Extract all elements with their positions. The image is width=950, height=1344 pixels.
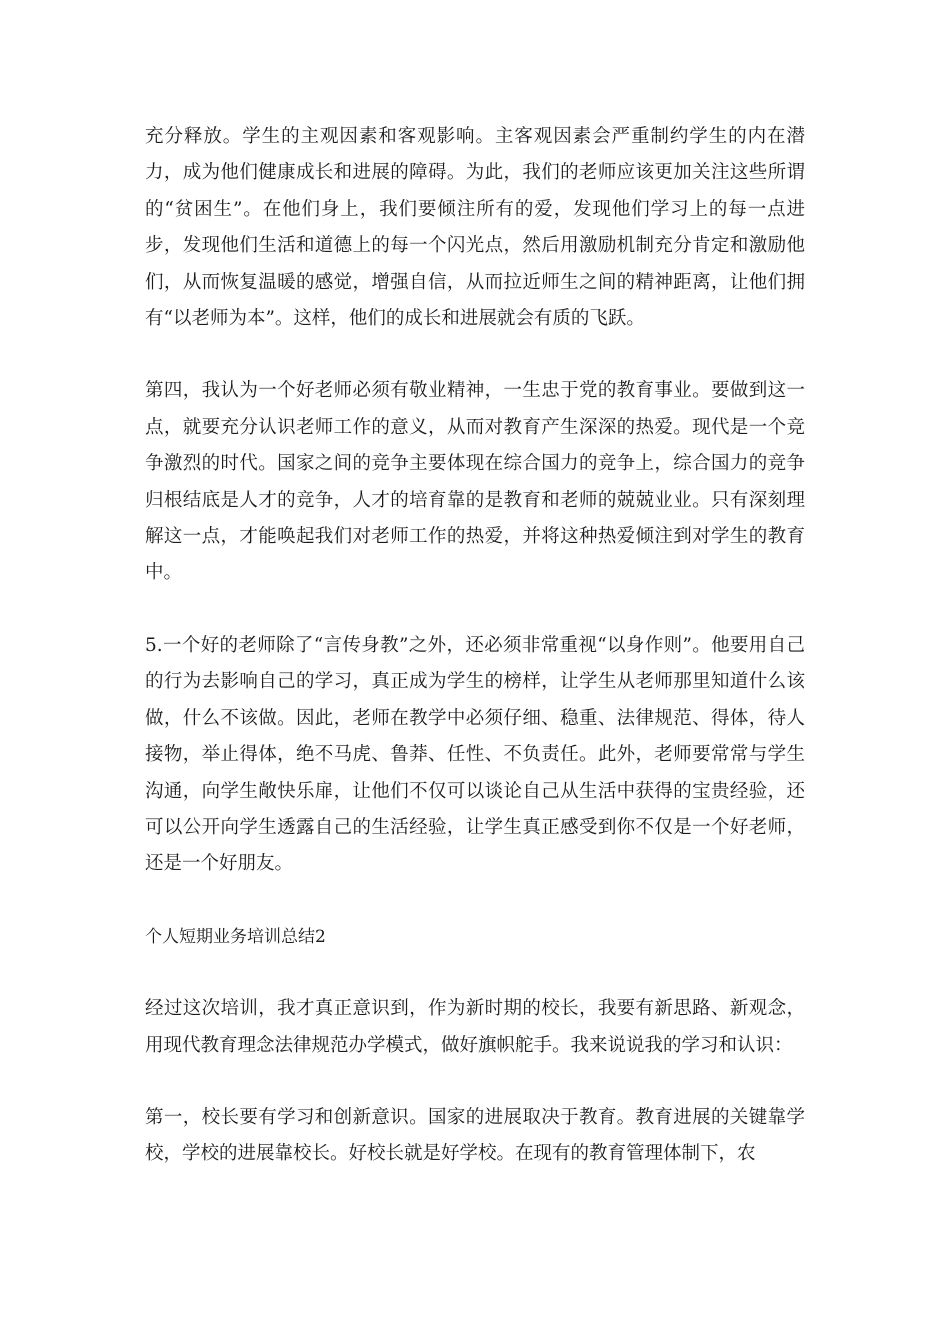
- section-heading: 个人短期业务培训总结2: [145, 926, 326, 947]
- paragraph-4: 经过这次培训，我才真正意识到，作为新时期的校长，我要有新思路、新观念，用现代教育理念法律规范办学模式，做好旗帜舵手。我来说说我的学习和认识：: [145, 998, 805, 1056]
- document-body: [145, 119, 805, 1209]
- paragraph-2: 第四，我认为一个好老师必须有敬业精神，一生忠于党的教育事业。要做到这一点，就要充分认识老师工作的意义，从而对教育产生深深的热爱。现代是一个竞争激烈的时代。国家之间的竞争主要体现在综合国力的竞争上，综合国力的竞争归根结底是人才的竞争，人才的培育靠的是教育和老师的兢兢业业。只有深刻理解这一点，才能唤起我们对老师工作的热爱，并将这种热爱倾注到对学生的教育中。: [145, 380, 805, 584]
- paragraph-3: 5.一个好的老师除了“言传身教”之外，还必须非常重视“以身作则”。他要用自己的行为去影响自己的学习，真正成为学生的榜样，让学生从老师那里知道什么该做，什么不该做。因此，老师在教学中必须仔细、稳重、法律规范、得体，待人接物，举止得体，绝不马虎、鲁莽、任性、不负责任。此外，老师要常常与学生沟通，向学生敞快乐扉，让他们不仅可以谈论自己从生活中获得的宝贵经验，还可以公开向学生透露自己的生活经验，让学生真正感受到你不仅是一个好老师，还是一个好朋友。: [145, 634, 805, 875]
- paragraph-5: 第一，校长要有学习和创新意识。国家的进展取决于教育。教育进展的关键靠学校，学校的进展靠校长。好校长就是好学校。在现有的教育管理体制下，农: [145, 1106, 805, 1165]
- paragraph-1: 充分释放。学生的主观因素和客观影响。主客观因素会严重制约学生的内在潜力，成为他们健康成长和进展的障碍。为此，我们的老师应该更加关注这些所谓的“贫困生”。在他们身上，我们要倾注所有的爱，发现他们学习上的每一点进步，发现他们生活和道德上的每一个闪光点，然后用激励机制充分肯定和激励他们，从而恢复温暖的感觉，增强自信，从而拉近师生之间的精神距离，让他们拥有“以老师为本”。这样，他们的成长和进展就会有质的飞跃。: [145, 126, 805, 330]
